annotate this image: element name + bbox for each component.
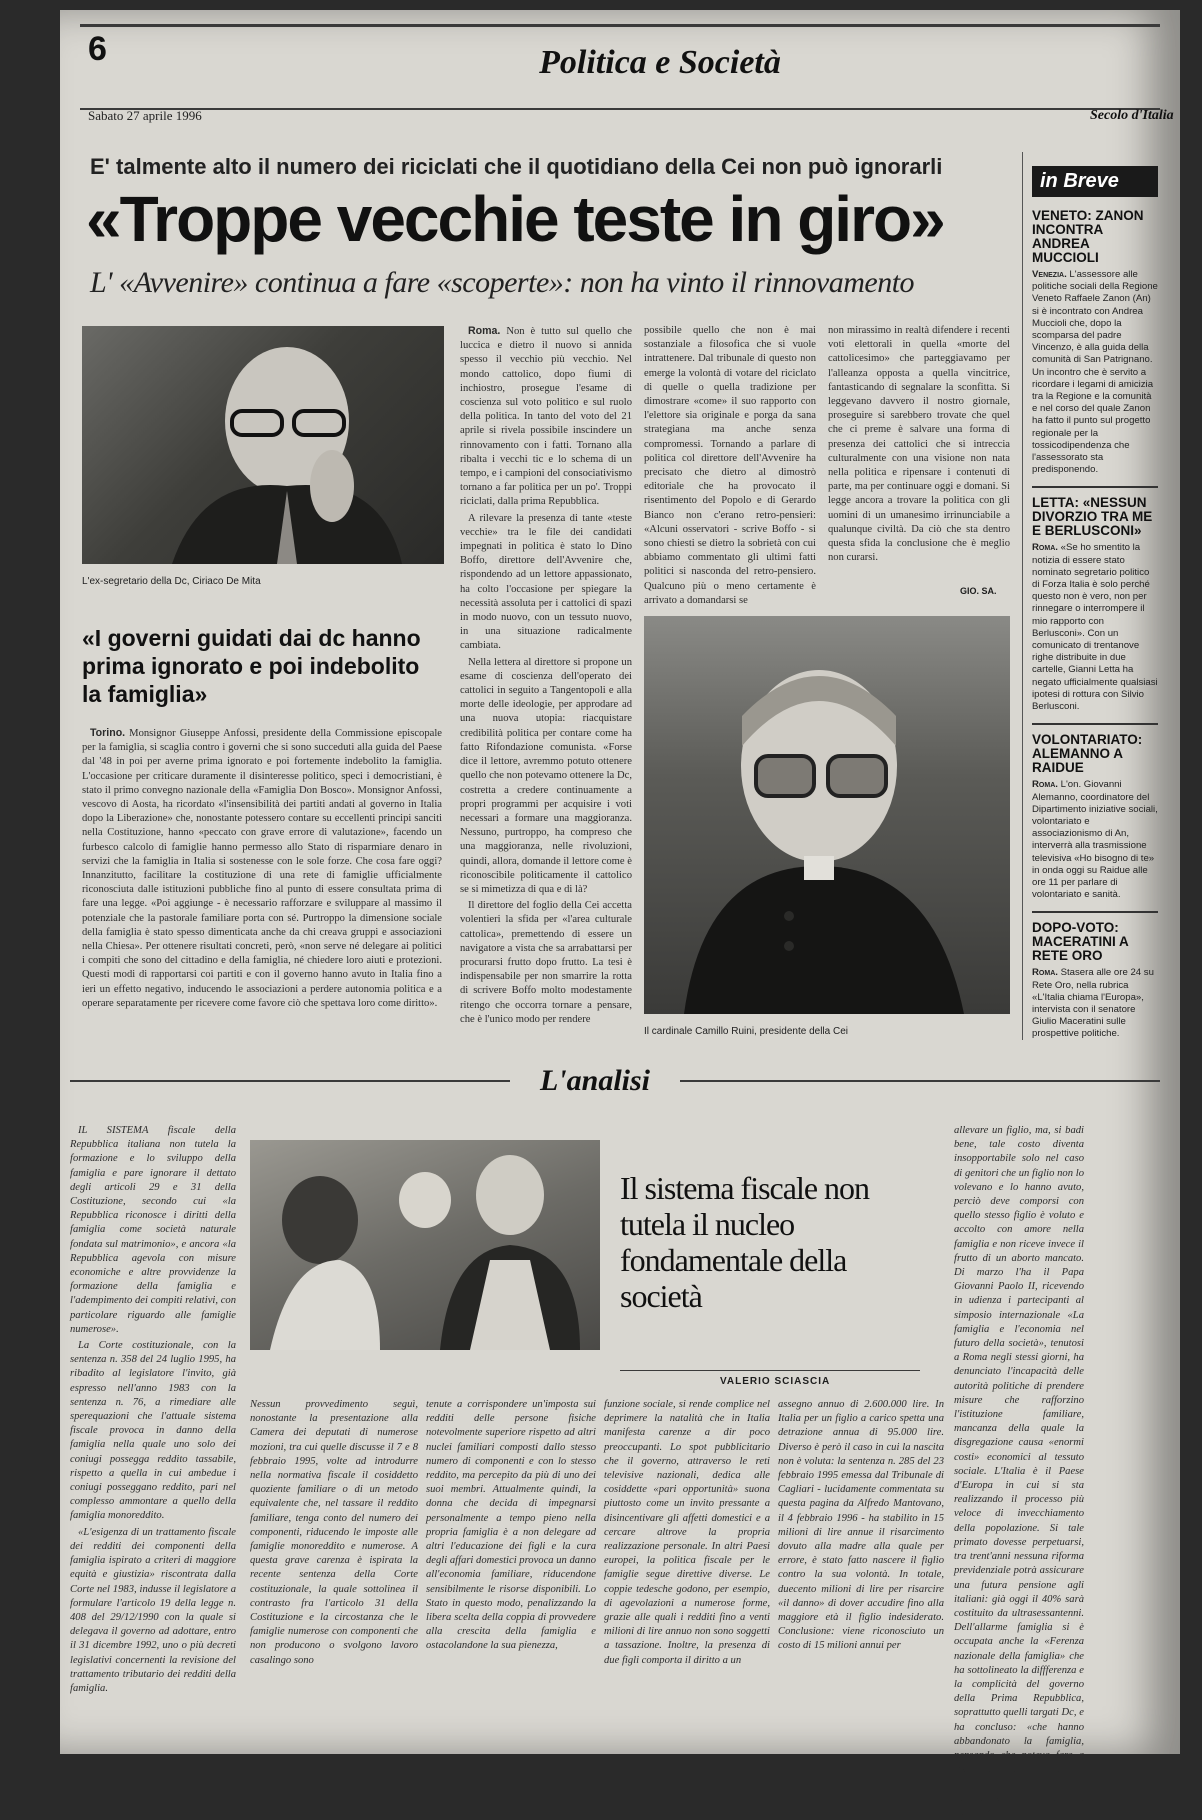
brief-divider	[1032, 911, 1158, 913]
analysis-headline: Il sistema fiscale non tutela il nucleo fondamentale della società	[620, 1170, 870, 1314]
family-illustration	[250, 1140, 600, 1350]
analysis-col-6: assegno annuo di 2.600.000 lire. In Italia per un figlio a carico spetta una detrazione annua di 95.000 lire. Diverso è però il caso in cui la nascita non è voluta: la sentenza n. 285 del 23 febbraio 1995 emessa dal Tribunale di Cagliari - lucidamente commentata su questa pagina da Alfredo Mantovano, il 4 febbraio 1996 - ha stabilito in 15 milioni di lire annue il risarcimento dovuto alla madre alla quale per errore, è stato fatto nascere il figlio contro la sua volontà. In totale, duecento milioni di lire per risarcire «il danno» di dover accudire fino alla maggiore età il figlio indesiderato. Conclusione: viene riconosciuto un costo di 15 milioni annui per	[778, 1399, 944, 1652]
ruini-portrait	[644, 616, 1010, 1014]
lead-col-1-para-3: Nella lettera al direttore si propone un esame di coscienza dell'operato dei cattolici in seguito a Tangentopoli e alla morte delle ideologie, per approdare ad una nuova utopia: riacquistare credibilità politica per contare come ha fatto Rifondazione comunista. «Forse dice il lettore, avremmo potuto ottenere quello che non potevamo ottenere la Dc, costretta a credere continuamente a propri programmi per acquisire i voti necessari a formare una maggioranza. Nessuno, purtroppo, ha compreso che una maggioranza, nelle rivoluzioni, quindi, allora, domande il lettore come è riconoscibile politicamente il cattolico se si mimetizza di qua e di là?	[460, 656, 632, 895]
brief-item-body: Stasera alle ore 24 su Rete Oro, nella rubrica «L'Italia chiama l'Europa», intervista con il senatore Giulio Maceratini sulle prospettive politiche.	[1032, 967, 1154, 1040]
analysis-byline: VALERIO SCIASCIA	[720, 1376, 831, 1387]
analysis-rule-right	[680, 1080, 1160, 1082]
page-number: 6	[88, 30, 107, 68]
analysis-col-1-para-3: «L'esigenza di un trattamento fiscale dei redditi dei componenti della famiglia ispirato a criteri di maggiore equità e giustizia» riscontrata dalla Corte nel 1983, indusse il legislatore a formulare l'articolo 19 della legge n. 408 del 29/12/1990 con la quale si delegava il governo ad adottare, entro il 31 dicembre 1992, uno o più decreti legislativi concernenti la revisione del trattamento tributario dei redditi della famiglia.	[70, 1526, 236, 1694]
lead-col-1	[460, 324, 632, 1036]
brief-item-text	[1032, 542, 1158, 713]
lead-dateline: Roma.	[468, 325, 501, 337]
secondary-body-text: Monsignor Giuseppe Anfossi, presidente della Commissione episcopale per la famiglia, si scaglia contro i governi che si sono succeduti alla guida del Paese dal '48 in poi per averne prima ignorato e poi fortemente indebolito la famiglia. L'occasione per criticare duramente il disinteresse politico, speci i democristiani, è stato il primo convegno nazionale della «Famiglia Don Bosco». Monsignor Anfossi, vescovo di Aosta, ha ricordato «l'insensibilità dei partiti andati al governo in Italia dopo la Liberazione» che, nonostante potessero contare su eccellenti principi sanciti nella Costituzione, hanno «peccato con grave errore di valutazione», facendo un furbesco calcolo di famiglie hanno permesso allo Stato di risparmiare denaro in servizi che la famiglia in Italia si sostenesse con le sole forze. Che cosa fare oggi? Innanzitutto, facilitare la costituzione di una rete di famiglie ufficialmente riconosciuta dalle istituzioni pubbliche fino al punto di essere consultata prima di fare una legge. «Poi aggiunge - è necessario rafforzare e sviluppare al massimo il potenziale che la pastorale familiare porta con sé. Purtroppo la dimensione sociale della famiglia è stato spesso dimenticata anche da chi creava gruppi e associazioni nella Chiesa». Per ottenere risultati concreti, però, «non serve né delegare ai politici i compiti che sono del cittadino e della famiglia, né chiedere loro aiuti e protezioni. Questi modi di rapportarsi coi partiti e con il governo hanno avuto in Italia fino a ieri un effetto negativo, inducendo le associazioni a perdere autonomia politica e a operare separatamente per ricevere come favore ciò che spettava loro come diritto».	[82, 728, 442, 1009]
brief-logo: in Breve	[1032, 166, 1158, 197]
brief-item-title: VENETO: ZANON INCONTRA ANDREA MUCCIOLI	[1032, 208, 1144, 265]
photo-de-mita-caption: L'ex-segretario della Dc, Ciriaco De Mita	[82, 576, 261, 587]
analysis-col-3: Nessun provvedimento seguì, nonostante la presentazione alla Camera dei deputati di numerose mozioni, tra cui quelle discusse il 7 e 8 febbraio 1995, volte ad introdurre nella normativa fiscale il cosiddetto quoziente familiare o di un metodo equivalente che, nel tassare il reddito familiare, tenga conto del numero dei componenti, riducendo le imposte alle famiglie monoreddito e numerose. A questa grave carenza è ispirata la recente sentenza della Corte costituzionale, la quale sottolinea il contrasto fra l'articolo 31 della Costituzione e la circostanza che le famiglie numerose con componenti che non producono o svolgono lavoro casalingo sono	[250, 1399, 418, 1666]
analysis-rule-left	[70, 1080, 510, 1082]
lead-col-2: possibile quello che non è mai sostanziale a filosofica che si vuole intrattenere. Dal tribunale di questo non emerge la volontà di votare del riciclato di quelle o quella tradizione per dimostrare «come» il suo rapporto con l'elettore sia originale e porga da sana strategiana ma anche senza compromessi. Tornando a parlare di politica col direttore dell'Avvenire ha precisato che dietro al dimostrò editoriale che ha provocato il risentimento del Popolo e di Gerardo Bianco non c'erano retro-pensieri: «Alcuni osservatori - scrive Boffo - si sono chiesti se dietro la sobrietà con cui abbiamo commentato gli ultimi fatti politici si nasconda del retro-pensiero. Qualcuno più o meno certamente è arrivato a domandarsi se	[644, 325, 816, 606]
analysis-col-1	[70, 1124, 236, 1694]
brief-item-text	[1032, 779, 1158, 901]
brief-item-dateline: Venezia.	[1032, 269, 1067, 280]
photo-family	[250, 1140, 600, 1350]
brief-item-dateline: Roma.	[1032, 967, 1058, 979]
brief-sidebar	[1032, 166, 1158, 1040]
brief-item-title: DOPO-VOTO: MACERATINI A RETE ORO	[1032, 920, 1129, 964]
brief-divider	[1032, 486, 1158, 488]
brief-item	[1032, 496, 1158, 713]
brief-item-title: VOLONTARIATO: ALEMANNO A RAIDUE	[1032, 732, 1143, 776]
masthead: Secolo d'Italia	[1090, 108, 1174, 123]
issue-date: Sabato 27 aprile 1996	[88, 108, 202, 123]
brief-item-dateline: Roma.	[1032, 779, 1058, 791]
brief-item	[1032, 921, 1158, 1040]
sidebar-divider	[1022, 152, 1023, 1040]
brief-item-text	[1032, 269, 1158, 476]
lead-kicker: E' talmente alto il numero dei riciclati che il quotidiano della Cei non può ignorarli	[90, 154, 943, 179]
brief-item-dateline: Roma.	[1032, 542, 1058, 554]
brief-item-body: L'assessore alle politiche sociali della Regione Veneto Raffaele Zanon (An) si è incontrato con Andrea Muccioli che, dopo la scomparsa del padre Vincenzo, è alla guida della comunità di San Patrignano. Un incontro che è servito a ricordare i legami di amicizia tra la Regione e la comunità e nel corso del quale Zanon ha fatto il punto sul progetto regionale per la tossicodipendenza che l'assessorato sta predisponendo.	[1032, 269, 1158, 476]
analysis-col-1-para-1: IL SISTEMA fiscale della Repubblica italiana non tutela la formazione e lo sviluppo della famiglia e pare ignorare il dettato degli articoli 29 e 31 della Costituzione, secondo cui «la Repubblica riconosce i diritti della famiglia come società naturale fondata sul matrimonio», e ancora «la Repubblica agevola con misure economiche e altre provvidenze la formazione della famiglia e l'adempimento dei compiti relativi, con particolare riguardo alle famiglie numerose».	[70, 1125, 236, 1335]
brief-item	[1032, 209, 1158, 476]
analysis-label: L'analisi	[539, 1064, 651, 1097]
brief-item-body: «Se ho smentito la notizia di essere stato nominato segretario politico di Forza Italia è solo perché questo non è vero, non per rinnegare o interrompere il mio rapporto con Berlusconi». Con un comunicato di trentanove righe distribuite in due cartelle, Gianni Letta ha negato ufficialmente qualsiasi ipotesi di rottura con Silvio Berlusconi.	[1032, 542, 1158, 713]
analysis-col-7: allevare un figlio, ma, si badi bene, tale costo diventa insopportabile solo nel caso di genitori che un figlio non lo volevano e lo hanno avuto, perciò deve comporsi con quello stesso figlio è voluto e accolto con amore nella famiglia e non riceve invece il frutto di un aborto mancato. Di marzo l'ha il Papa Giovanni Paolo II, ricevendo in udienza i partecipanti al simposio internazionale «La famiglia e l'economia nel futuro della società», tenutosi a Roma negli stessi giorni, ha denunciato l'incapacità delle autorità politiche di prendere misure che rafforzino l'istituzione familiare, mancanza della quale la disgregazione causa «enormi costi» economici al tessuto sociale. L'Italia è il Paese d'Europa in cui si sta realizzando il processo più veloce di invecchiamento della popolazione. Si tale primato dovesse perpetuarsi, tra trent'anni nessuna riforma previdenziale potrà assicurare una futura pensione agli italiani: già oggi il 40% sarà costituito da ultrasessantenni. Dell'allarme famiglia si è occupata anche la «Ferenza nazionale della famiglia» che ha sottolineato la diffferenza e la complicità del governo della Prima Repubblica, soprattutto quelli targati Dc, e ha concluso: «che hanno abbandonato la famiglia, pensando che poteva fare a meno dello Stato». Il vescovo ha lanciato la proposta di recuperare il ruolo sociale della famiglia.	[954, 1125, 1084, 1818]
brief-item-title: LETTA: «NESSUN DIVORZIO TRA ME E BERLUSCONI»	[1032, 495, 1153, 539]
lead-col-1-para-2: A rilevare la presenza di tante «teste vecchie» tra le file dei candidati impegnati in politica è stato lo Dino Boffo, direttore dell'Avvenire che, rispondendo ad un lettore appassionato, ha colto l'occasione per spiegare la necessità assoluta per i cattolici di spazi in modo nuovo, con un tessuto nuovo, in una situazione radicalmente cambiata.	[460, 512, 632, 652]
photo-ruini-caption: Il cardinale Camillo Ruini, presidente della Cei	[644, 1026, 848, 1037]
analysis-col-1-para-2: La Corte costituzionale, con la sentenza n. 358 del 24 luglio 1995, ha ribadito al legislatore l'invito, già espresso nell'anno 1983 con la sentenza n. 76, a rimediare alle sperequazioni che l'attuale sistema fiscale provoca in danno della famiglia nella quale uno solo dei coniugi possegga reddito tassabile, rispetto a quella in cui ambedue i coniugi posseggano reddito, pari nel complesso ammontare a quello della famiglia monoreddito.	[70, 1340, 236, 1522]
analysis-col-5: funzione sociale, si rende complice nel deprimere la natalità che in Italia manifesta carenze a dir poco preoccupanti. Lo spot pubblicitario che il governo, attraverso le reti televisive nazionali, dedica alle cosiddette «pari opportunità» suona piuttosto come un invito pressante a disincentivare gli affetti domestici e a cercare altrove la propria realizzazione personale. In altri Paesi europei, la politica fiscale per le famiglie segue direttive diverse. Le coppie tedesche godono, per esempio, di agevolazioni a numerose forme, grazie alle quali i redditi fino a venti milioni di lire annuo non sono soggetti a tassazione. Inoltre, la presenza di due figli comporta il diritto a un	[604, 1399, 770, 1666]
brief-item-text	[1032, 967, 1158, 1040]
brief-item-body: L'on. Giovanni Alemanno, coordinatore del Dipartimento iniziative sociali, volontariato e associazionismo di An, interverrà alla trasmissione televisiva «Ho bisogno di te» in onda oggi su Raidue alle ore 11 per parlare di volontariato e sanità.	[1032, 779, 1158, 901]
lead-col-1-para-4: Il direttore del foglio della Cei accetta volentieri la sfida per «l'area culturale cattolica», premettendo di essere un navigatore a vista che sa arrabattarsi per procurarsi frutto dopo frutto. La tesi è indispensabile per non smarrire la rotta di scrivere Boffo molto modestamente ritengo che occorra tornare a pensare, che è l'unico modo per rendere	[460, 900, 632, 1025]
lead-col-1-text: Non è tutto sul quello che luccica e dietro il nuovo si annida spesso il vecchio più vecchio. Nel mondo cattolico, dopo fiumi di inchiostro, prosegue l'esame di coscienza sul voto politico e sul ruolo della politica. In tanto del voto del 21 aprile si rivela possibile inscindere un rinnovamento con i fatti. Tornano alla ribalta i vecchi tic e lo schema di un tempo, e i campioni del consociativismo tornano a far politica per un po'. Troppi riciclati, dalla prima Repubblica.	[460, 326, 632, 508]
photo-ruini	[644, 616, 1010, 1014]
secondary-body	[82, 726, 442, 1036]
lead-col-3: non mirassimo in realtà difendere i recenti voti elettorali in quella «morte del cattolicesimo» che parteggiavamo per l'alleanza opposta a quella vincitrice, fantasticando di segnalare la sconfitta. Si leggevano davvero il nostro giornale, proseguire si sarebbero trovate che quel che ci preme è salvare una forma di presenza dei cattolici che si intreccia culturalmente con una visione non nata nella politica e ripensare i contenuti di parte, ma per continuare oggi e domani. Si legge ancora a trovare la politica con gli uomini di un umanesimo irrinunciabile a qualunque civiltà. Da ciò che sta dentro questa sfida la conclusione che è meglio non curarsi.	[828, 325, 1010, 564]
byline-rule	[620, 1370, 920, 1371]
lead-headline: «Troppe vecchie teste in giro»	[86, 183, 944, 255]
brief-divider	[1032, 723, 1158, 725]
analysis-col-4: tenute a corrispondere un'imposta sui redditi delle persone fisiche notevolmente superiore rispetto ad altri nuclei familiari composti dallo stesso numero di componenti e con lo stesso reddito, ma percepito da più di uno dei suoi membri. Attualmente quindi, la donna che decida di impegnarsi personalmente a tempo pieno nella propria famiglia è a non delegare ad altri l'educazione dei figli e la cura degli affari domestici provoca un danno all'economia familiare, riducendone sensibilmente le risorse disponibili. Lo Stato in questo modo, penalizzando la libera scelta della coppia di provvedere alla crescita della famiglia e ostacolandone la sua pienezza,	[426, 1399, 596, 1652]
newspaper-page	[60, 10, 1180, 1818]
brief-item	[1032, 733, 1158, 901]
top-rule	[80, 24, 1160, 27]
header-rule	[80, 108, 1160, 110]
photo-de-mita	[82, 326, 444, 564]
section-title: Politica e Società	[539, 44, 781, 81]
de-mita-portrait	[82, 326, 444, 564]
lead-subhead: L' «Avvenire» continua a fare «scoperte»: non ha vinto il rinnovamento	[90, 266, 915, 299]
lead-byline: GIO. SA.	[960, 586, 997, 596]
secondary-dateline: Torino.	[90, 727, 126, 739]
secondary-headline: «I governi guidati dai dc hanno prima ignorato e poi indebolito la famiglia»	[82, 625, 421, 707]
